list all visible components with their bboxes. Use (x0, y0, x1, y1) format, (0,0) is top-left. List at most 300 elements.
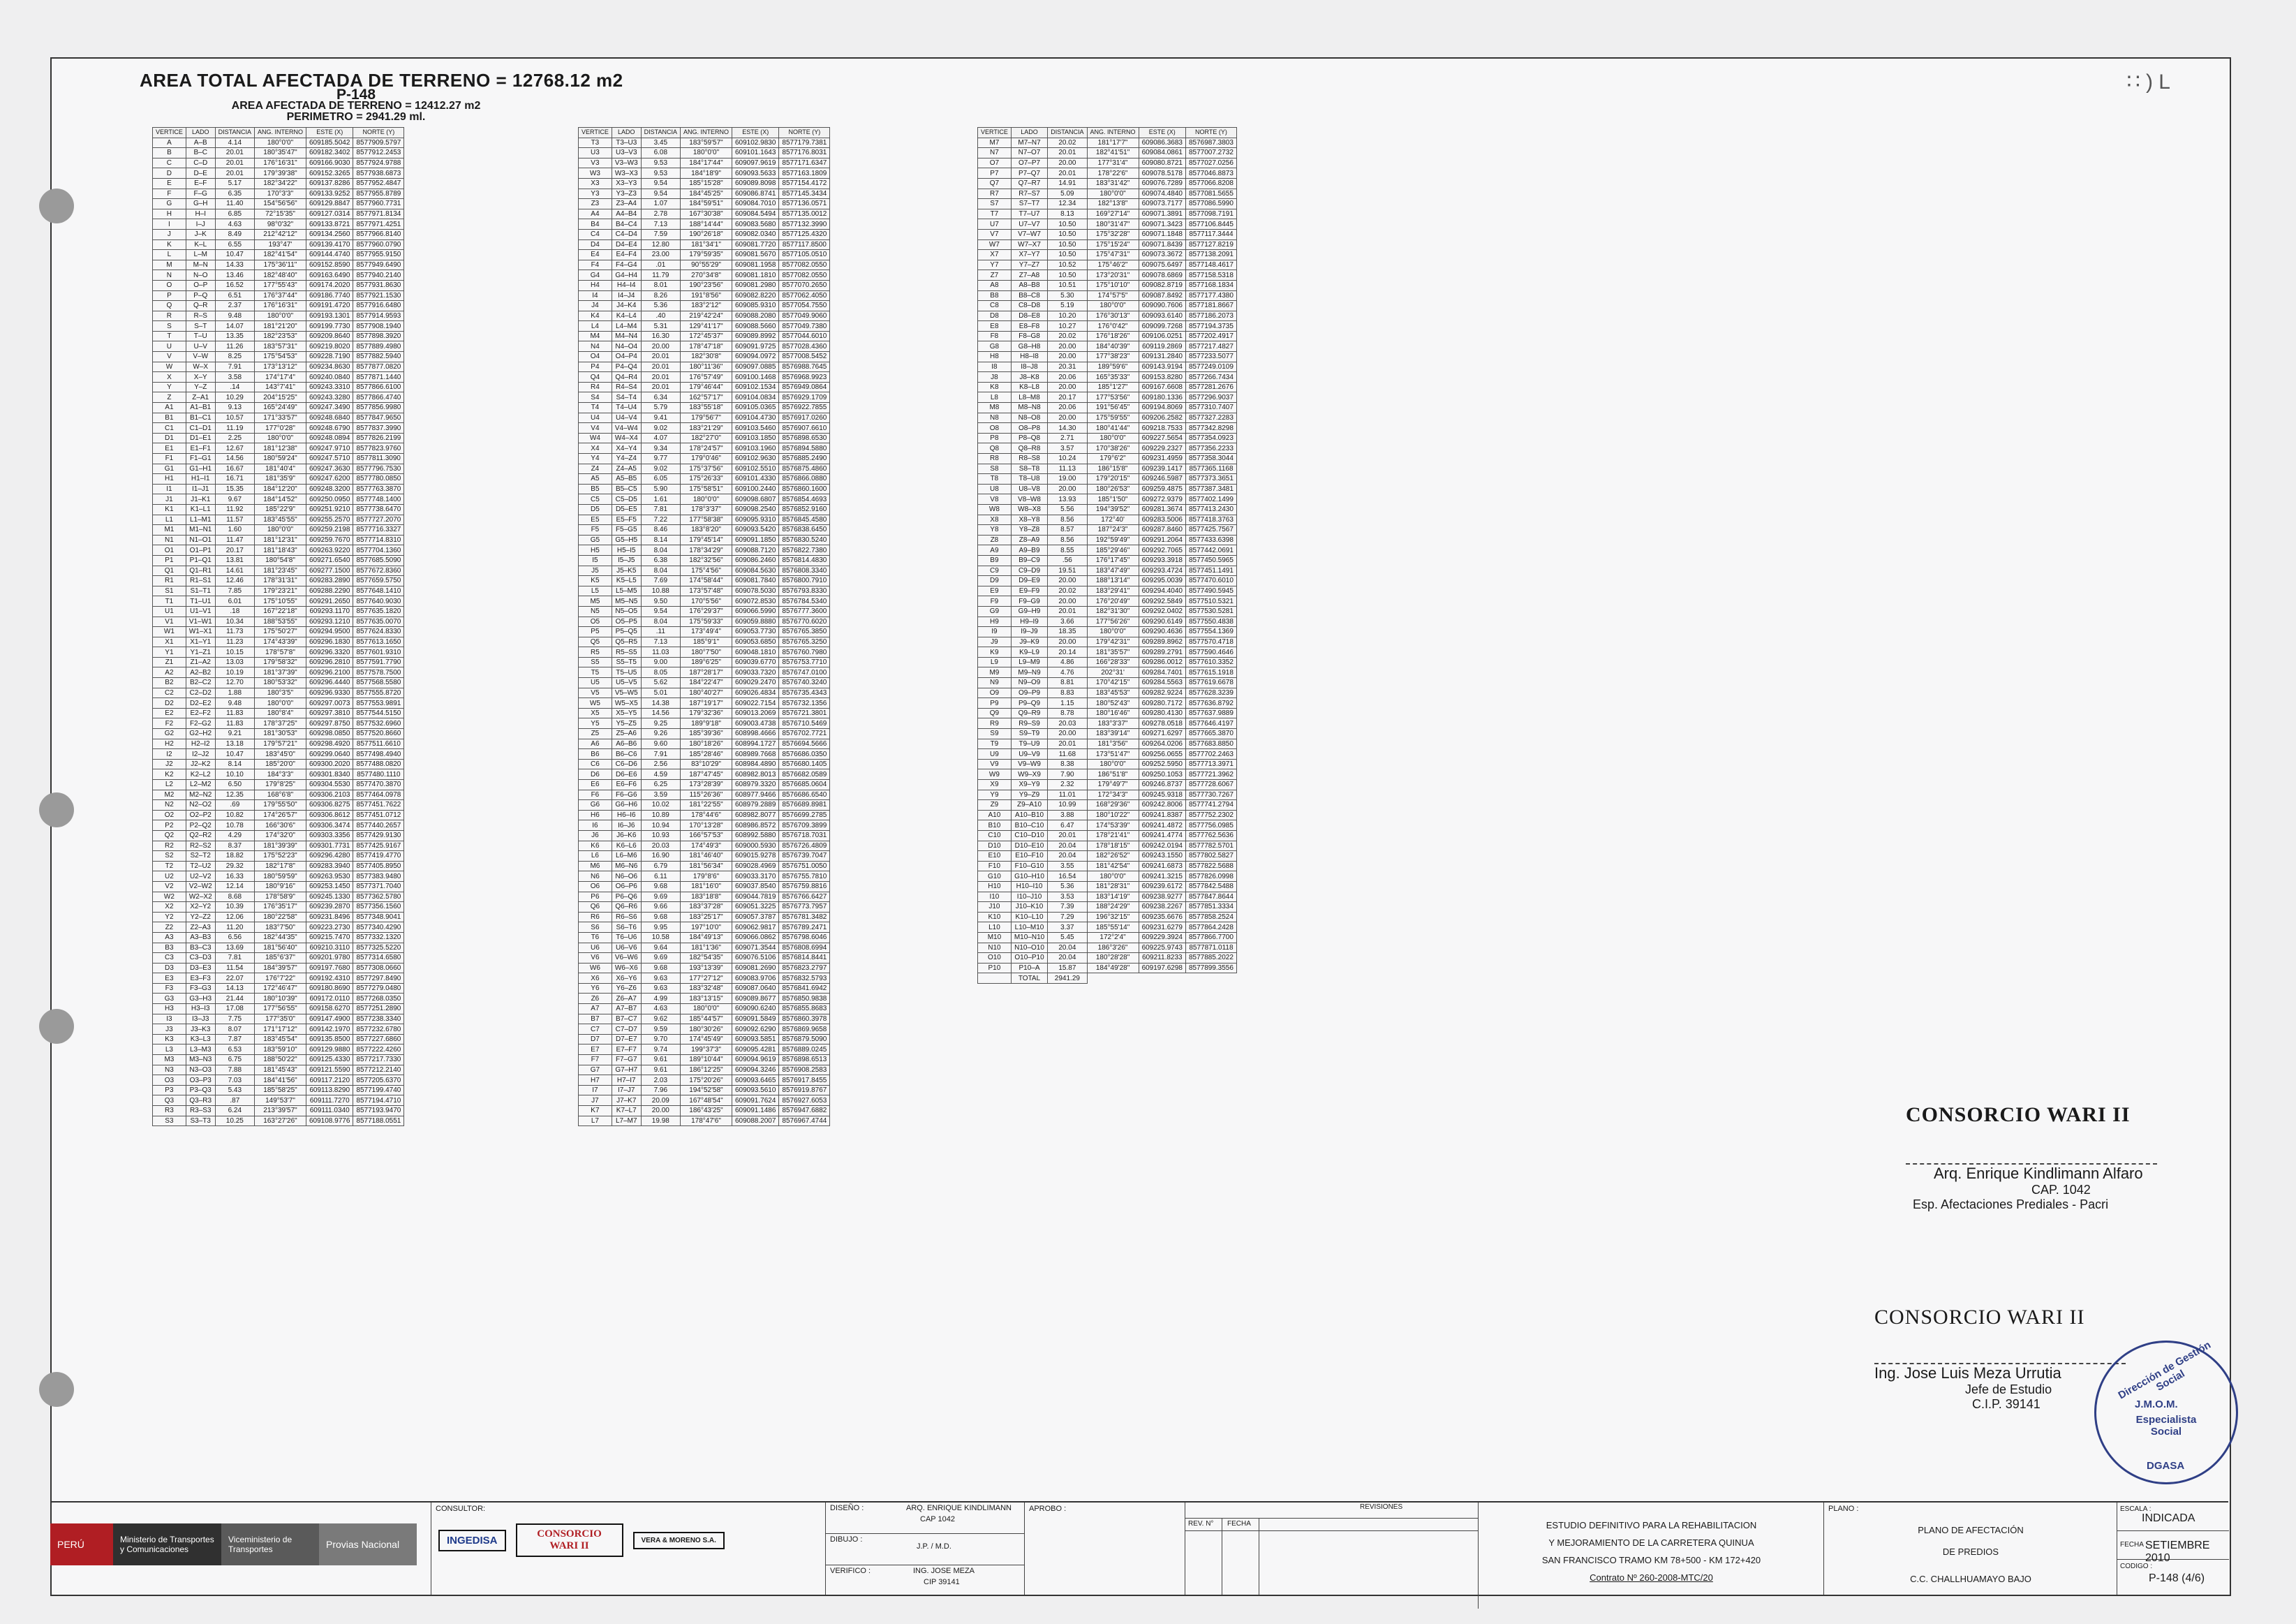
cell-north-y: 8576682.0589 (779, 769, 830, 780)
table-row (978, 790, 1237, 800)
table-row (978, 535, 1237, 545)
cell-internal-angle: 185°9'1" (680, 637, 732, 647)
cell-east-x: 609059.8880 (732, 617, 779, 627)
cell-distance: 9.53 (641, 158, 680, 168)
cell-side: S1–T1 (186, 586, 215, 596)
consultor-box (431, 1503, 826, 1595)
cell-vertex: A3 (153, 932, 186, 943)
table-row (579, 1116, 830, 1126)
cell-east-x: 609081.5670 (732, 250, 779, 260)
cell-east-x: 609075.6497 (1139, 260, 1185, 270)
cell-distance: 1.88 (215, 688, 254, 698)
cell-vertex: M9 (978, 667, 1012, 678)
cell-east-x: 609137.8286 (306, 178, 353, 189)
cell-east-x: 609093.5610 (732, 1085, 779, 1095)
table-row (153, 943, 404, 953)
table-row (153, 1085, 404, 1095)
table-row (153, 861, 404, 871)
cell-north-y: 8577730.7267 (1185, 790, 1236, 800)
cell-north-y: 8577921.1530 (353, 290, 404, 301)
table-row (579, 229, 830, 239)
cell-side: F2–G2 (186, 718, 215, 729)
table-row (579, 667, 830, 678)
cell-distance: 14.33 (215, 260, 254, 270)
cell-vertex: H7 (579, 1075, 612, 1086)
cell-vertex: W6 (579, 963, 612, 973)
cell-north-y: 8577028.4360 (779, 341, 830, 352)
table-row (579, 433, 830, 443)
cell-north-y: 8577885.2022 (1185, 953, 1236, 964)
table-row (153, 260, 404, 270)
ministerio-label: Ministerio de Transportes y Comunicaciones (120, 1535, 214, 1554)
cell-distance: 8.38 (1048, 759, 1087, 769)
cell-vertex: C9 (978, 566, 1012, 576)
cell-east-x: 609022.7154 (732, 698, 779, 709)
cell-north-y: 8577898.3920 (353, 331, 404, 341)
cell-north-y: 8577955.9150 (353, 250, 404, 260)
cell-north-y: 8577279.0480 (353, 983, 404, 994)
cell-distance: 20.01 (641, 372, 680, 383)
cell-vertex: R6 (579, 912, 612, 922)
cell-side: X–Y (186, 372, 215, 383)
table-row (579, 963, 830, 973)
cell-side: E7–F7 (612, 1044, 641, 1055)
cell-side: U9–V9 (1011, 749, 1047, 760)
cell-internal-angle: 176°20'49" (1087, 596, 1139, 607)
table-row (579, 596, 830, 607)
table-row (978, 301, 1237, 311)
cell-east-x: 609095.4281 (732, 1044, 779, 1055)
cell-vertex: B7 (579, 1014, 612, 1024)
cell-internal-angle: 189°59'6" (1087, 362, 1139, 372)
table-row (579, 290, 830, 301)
cell-side: C10–D10 (1011, 830, 1047, 841)
cell-vertex: I (153, 219, 186, 230)
cell-vertex: L4 (579, 321, 612, 332)
cell-side: Q8–R8 (1011, 443, 1047, 454)
cell-vertex: N8 (978, 413, 1012, 423)
cell-internal-angle: 182°31'30" (1087, 606, 1139, 617)
table-row (153, 331, 404, 341)
cell-north-y: 8577433.6398 (1185, 535, 1236, 545)
verifico-value: ING. JOSE MEZA (913, 1567, 975, 1575)
cell-distance: 10.99 (1048, 800, 1087, 811)
cell-vertex: L8 (978, 392, 1012, 403)
cell-distance: 9.54 (641, 606, 680, 617)
cell-vertex: D (153, 168, 186, 179)
sheet-info-box (2117, 1503, 2229, 1595)
cell-internal-angle: 178°47'18" (680, 341, 732, 352)
cell-distance: 12.70 (215, 678, 254, 688)
cell-distance: 11.40 (215, 199, 254, 209)
table-row (978, 229, 1237, 239)
cell-distance: 9.69 (641, 892, 680, 902)
cell-internal-angle: 183°18'8" (680, 892, 732, 902)
table-row (153, 199, 404, 209)
cell-distance: 23.00 (641, 250, 680, 260)
dibujo-label: DIBUJO : (830, 1535, 863, 1544)
cell-internal-angle: 181°40'4" (254, 464, 306, 474)
cell-distance: 6.53 (215, 1044, 254, 1055)
cell-east-x: 609193.1301 (306, 311, 353, 321)
cell-internal-angle: 182°27'0" (680, 433, 732, 443)
cell-distance: 9.26 (641, 729, 680, 739)
fecha-column-label: FECHA (1227, 1520, 1251, 1528)
cell-vertex: R9 (978, 718, 1012, 729)
cell-vertex: D3 (153, 963, 186, 973)
cell-internal-angle: 174°53'39" (1087, 820, 1139, 831)
cell-north-y: 8576879.5090 (779, 1034, 830, 1044)
cell-side: B–C (186, 148, 215, 158)
cell-distance: 20.02 (1048, 138, 1087, 148)
cell-side: Y3–Z3 (612, 189, 641, 199)
cell-side: G9–H9 (1011, 606, 1047, 617)
cell-internal-angle: 182°48'40" (254, 270, 306, 281)
cell-internal-angle: 181°37'39" (254, 667, 306, 678)
cell-distance: 4.14 (215, 138, 254, 148)
cell-internal-angle: 165°24'49" (254, 403, 306, 413)
cell-east-x: 609121.5590 (306, 1065, 353, 1075)
cell-north-y: 8577635.1820 (353, 606, 404, 617)
cell-east-x: 609088.5660 (732, 321, 779, 332)
table-row (153, 902, 404, 913)
cell-internal-angle: 179°49'7" (1087, 780, 1139, 790)
table-row (153, 229, 404, 239)
cell-vertex: F4 (579, 260, 612, 270)
cell-east-x: 609081.2690 (732, 963, 779, 973)
cell-north-y: 8577066.8208 (1185, 178, 1236, 189)
table-row (153, 769, 404, 780)
cell-north-y: 8576710.5469 (779, 718, 830, 729)
cell-distance: 9.53 (641, 168, 680, 179)
cell-north-y: 8577738.6470 (353, 504, 404, 515)
cell-north-y: 8577646.4197 (1185, 718, 1236, 729)
official-stamp (2094, 1338, 2238, 1484)
cell-north-y: 8577741.2794 (1185, 800, 1236, 811)
cell-distance: 20.31 (1048, 362, 1087, 372)
total-value: 2941.29 (1048, 973, 1087, 984)
cell-distance: 8.25 (215, 352, 254, 362)
coordinates-table-2 (578, 127, 830, 1126)
table-row (579, 841, 830, 851)
table-row (978, 484, 1237, 494)
cell-vertex: C3 (153, 953, 186, 964)
cell-internal-angle: 186°43'25" (680, 1106, 732, 1116)
fecha-label: FECHA : (2120, 1541, 2147, 1549)
cell-east-x: 609152.8590 (306, 260, 353, 270)
table-row (579, 943, 830, 953)
cell-distance: 13.18 (215, 739, 254, 749)
cell-internal-angle: 202°31' (1087, 667, 1139, 678)
table-row (579, 443, 830, 454)
table-row (153, 983, 404, 994)
cell-internal-angle: 176°57'49" (680, 372, 732, 383)
cell-vertex: M7 (978, 138, 1012, 148)
cell-distance: 5.01 (641, 688, 680, 698)
cell-east-x: 609227.5654 (1139, 433, 1185, 443)
cell-north-y: 8577488.0820 (353, 759, 404, 769)
cell-side: W3–X3 (612, 168, 641, 179)
table-row (579, 1044, 830, 1055)
cell-side: V3–W3 (612, 158, 641, 168)
cell-side: L2–M2 (186, 780, 215, 790)
cell-side: S7–T7 (1011, 199, 1047, 209)
cell-north-y: 8577314.6580 (353, 953, 404, 964)
cell-vertex: C6 (579, 759, 612, 769)
table-row (153, 494, 404, 505)
cell-vertex: X (153, 372, 186, 383)
cell-vertex: A (153, 138, 186, 148)
table-row (579, 219, 830, 230)
cell-vertex: X8 (978, 515, 1012, 525)
table-header-row (579, 128, 830, 138)
cell-side: D6–E6 (612, 769, 641, 780)
cell-distance: 20.01 (1048, 168, 1087, 179)
cell-internal-angle: 183°47'49" (1087, 566, 1139, 576)
table-row (579, 392, 830, 403)
cell-side: V1–W1 (186, 617, 215, 627)
cell-side: W7–X7 (1011, 239, 1047, 250)
cell-north-y: 8577866.4740 (353, 392, 404, 403)
cell-internal-angle: 176°30'13" (1087, 311, 1139, 321)
cell-side: D7–E7 (612, 1034, 641, 1044)
cell-internal-angle: 180°16'46" (1087, 708, 1139, 718)
cell-side: U7–V7 (1011, 219, 1047, 230)
cell-distance: 7.88 (215, 1065, 254, 1075)
table-row (579, 311, 830, 321)
table-row (978, 708, 1237, 718)
table-row (978, 352, 1237, 362)
cell-north-y: 8576898.6513 (779, 1055, 830, 1065)
cell-side: X8–Y8 (1011, 515, 1047, 525)
cell-north-y: 8577117.3444 (1185, 229, 1236, 239)
cell-vertex: U (153, 341, 186, 352)
cell-north-y: 8577451.0712 (353, 810, 404, 820)
cell-east-x: 608979.3320 (732, 780, 779, 790)
cell-vertex: A1 (153, 403, 186, 413)
cell-side: K7–L7 (612, 1106, 641, 1116)
cell-distance: 9.64 (641, 943, 680, 953)
cell-internal-angle: 181°1'36" (680, 943, 732, 953)
cell-vertex: F5 (579, 525, 612, 536)
signer-name: Ing. Jose Luis Meza Urrutia (1874, 1364, 2061, 1382)
cell-side: R6–S6 (612, 912, 641, 922)
cell-vertex: M5 (579, 596, 612, 607)
cell-vertex: I3 (153, 1014, 186, 1024)
table-row (579, 851, 830, 862)
cell-vertex: E1 (153, 443, 186, 454)
cell-internal-angle: 179°20'15" (1087, 474, 1139, 485)
column-header-north-y: NORTE (Y) (1185, 128, 1236, 138)
cell-north-y: 8577429.9130 (353, 830, 404, 841)
cell-distance: 8.78 (1048, 708, 1087, 718)
cell-distance: 17.08 (215, 1004, 254, 1014)
cell-north-y: 8577822.5688 (1185, 861, 1236, 871)
cell-vertex: J10 (978, 902, 1012, 913)
cell-internal-angle: 180°41'44" (1087, 423, 1139, 434)
cell-distance: 7.91 (215, 362, 254, 372)
cell-east-x: 609090.6240 (732, 1004, 779, 1014)
cell-north-y: 8577704.1360 (353, 545, 404, 556)
cell-internal-angle: 179°23'21" (254, 586, 306, 596)
cell-north-y: 8577402.1499 (1185, 494, 1236, 505)
cell-east-x: 609231.4959 (1139, 454, 1185, 464)
cell-north-y: 8577138.2091 (1185, 250, 1236, 260)
cell-internal-angle: 178°22'6" (1087, 168, 1139, 179)
cell-vertex: O3 (153, 1075, 186, 1086)
cell-internal-angle: 181°35'9" (254, 474, 306, 485)
cell-side: N3–O3 (186, 1065, 215, 1075)
cell-north-y: 8577780.0850 (353, 474, 404, 485)
cell-internal-angle: 174°26'57" (254, 810, 306, 820)
cell-north-y: 8577636.8792 (1185, 698, 1236, 709)
cell-north-y: 8577158.5318 (1185, 270, 1236, 281)
cell-vertex: J9 (978, 637, 1012, 647)
cell-side: F6–G6 (612, 790, 641, 800)
cell-internal-angle: 178°57'8" (254, 647, 306, 658)
cell-north-y: 8576832.5793 (779, 973, 830, 984)
cell-vertex: Y3 (579, 189, 612, 199)
cell-vertex: X4 (579, 443, 612, 454)
cell-distance: 6.11 (641, 871, 680, 882)
cell-distance: 4.59 (641, 769, 680, 780)
table-row (978, 158, 1237, 168)
cell-vertex: O4 (579, 352, 612, 362)
cell-distance: .56 (1048, 555, 1087, 566)
cell-internal-angle: 188°50'22" (254, 1055, 306, 1065)
cell-north-y: 8577554.1369 (1185, 627, 1236, 637)
table-row (579, 535, 830, 545)
cell-east-x: 609102.9630 (732, 454, 779, 464)
cell-north-y: 8576808.6994 (779, 943, 830, 953)
cell-east-x: 609048.1810 (732, 647, 779, 658)
cell-internal-angle: 180°0'0" (680, 494, 732, 505)
cell-north-y: 8577044.6010 (779, 331, 830, 341)
cell-vertex: Q3 (153, 1095, 186, 1106)
cell-vertex: U2 (153, 871, 186, 882)
cell-east-x: 609241.4872 (1139, 820, 1185, 831)
cell-distance: 6.38 (641, 555, 680, 566)
cell-north-y: 8577358.3044 (1185, 454, 1236, 464)
cell-vertex: S9 (978, 729, 1012, 739)
cell-distance: 9.60 (641, 739, 680, 749)
cell-distance: 8.04 (641, 545, 680, 556)
table-row (153, 963, 404, 973)
cell-east-x: 609057.3787 (732, 912, 779, 922)
cell-east-x: 609174.2020 (306, 280, 353, 290)
table-row (978, 922, 1237, 933)
table-row (579, 647, 830, 658)
cell-internal-angle: 173°28'39" (680, 780, 732, 790)
cell-internal-angle: 185°39'36" (680, 729, 732, 739)
cell-distance: 8.57 (1048, 525, 1087, 536)
table-row (153, 138, 404, 148)
cell-east-x: 609093.5851 (732, 1034, 779, 1044)
table-row (153, 1116, 404, 1126)
cell-vertex: H6 (579, 810, 612, 820)
cell-east-x: 609095.9310 (732, 515, 779, 525)
cell-north-y: 8577826.2199 (353, 433, 404, 443)
cell-vertex: Z3 (579, 199, 612, 209)
cell-distance: 9.54 (641, 189, 680, 199)
cell-east-x: 609280.7172 (1139, 698, 1185, 709)
cell-internal-angle: 174°17'4" (254, 372, 306, 383)
cell-internal-angle: 180°28'28" (1087, 953, 1139, 964)
cell-internal-angle: 180°0'0" (1087, 871, 1139, 882)
cell-side: I6–J6 (612, 820, 641, 831)
cell-north-y: 8577966.8140 (353, 229, 404, 239)
cell-east-x: 609081.7720 (732, 239, 779, 250)
cell-vertex: G10 (978, 871, 1012, 882)
cell-side: H2–I2 (186, 739, 215, 749)
cell-east-x: 609081.7840 (732, 576, 779, 586)
table-row (978, 474, 1237, 485)
cell-north-y: 8576686.6540 (779, 790, 830, 800)
cell-east-x: 609299.0640 (306, 749, 353, 760)
cell-distance: 7.22 (641, 515, 680, 525)
cell-side: N6–O6 (612, 871, 641, 882)
cell-east-x: 609297.8750 (306, 718, 353, 729)
cell-distance: 9.48 (215, 698, 254, 709)
cell-north-y: 8577924.9788 (353, 158, 404, 168)
cell-distance: 10.52 (1048, 260, 1087, 270)
cell-north-y: 8577635.0070 (353, 617, 404, 627)
cell-side: G10–H10 (1011, 871, 1047, 882)
cell-vertex: T5 (579, 667, 612, 678)
column-header-internal-angle: ANG. INTERNO (254, 128, 306, 138)
cell-east-x: 609291.2650 (306, 596, 353, 607)
cell-east-x: 609247.3490 (306, 403, 353, 413)
cell-distance: 20.04 (1048, 953, 1087, 964)
cell-north-y: 8576908.2583 (779, 1065, 830, 1075)
cell-vertex: N3 (153, 1065, 186, 1075)
cell-side: S9–T9 (1011, 729, 1047, 739)
cell-side: R8–S8 (1011, 454, 1047, 464)
cell-north-y: 8577171.6347 (779, 158, 830, 168)
codigo-value: P-148 (4/6) (2149, 1572, 2205, 1584)
cell-side: Q4–R4 (612, 372, 641, 383)
cell-north-y: 8576709.3899 (779, 820, 830, 831)
cell-north-y: 8577383.9480 (353, 871, 404, 882)
table-row (579, 790, 830, 800)
cell-north-y: 8576823.2797 (779, 963, 830, 973)
cell-distance: 7.81 (215, 953, 254, 964)
cell-side: H5–I5 (612, 545, 641, 556)
cell-distance: 4.07 (641, 433, 680, 443)
cell-east-x: 609125.4330 (306, 1055, 353, 1065)
cell-vertex: A10 (978, 810, 1012, 820)
cell-east-x: 609284.5563 (1139, 678, 1185, 688)
cell-vertex: L6 (579, 851, 612, 862)
cell-side: O5–P5 (612, 617, 641, 627)
cell-internal-angle: 182°34'22" (254, 178, 306, 189)
cell-internal-angle: 188°13'14" (1087, 576, 1139, 586)
table-row (153, 627, 404, 637)
cell-north-y: 8577590.4646 (1185, 647, 1236, 658)
cell-vertex: L10 (978, 922, 1012, 933)
cell-distance: 10.47 (215, 250, 254, 260)
cell-distance: 8.55 (1048, 545, 1087, 556)
table-row (978, 953, 1237, 964)
cell-side: B10–C10 (1011, 820, 1047, 831)
cell-internal-angle: 175°58'51" (680, 484, 732, 494)
cell-east-x: 609106.0251 (1139, 331, 1185, 341)
cell-vertex: Q9 (978, 708, 1012, 718)
cell-side: E10–F10 (1011, 851, 1047, 862)
cell-internal-angle: 183°32'48" (680, 983, 732, 994)
cell-side: Z1–A2 (186, 657, 215, 667)
cell-distance: 2.03 (641, 1075, 680, 1086)
